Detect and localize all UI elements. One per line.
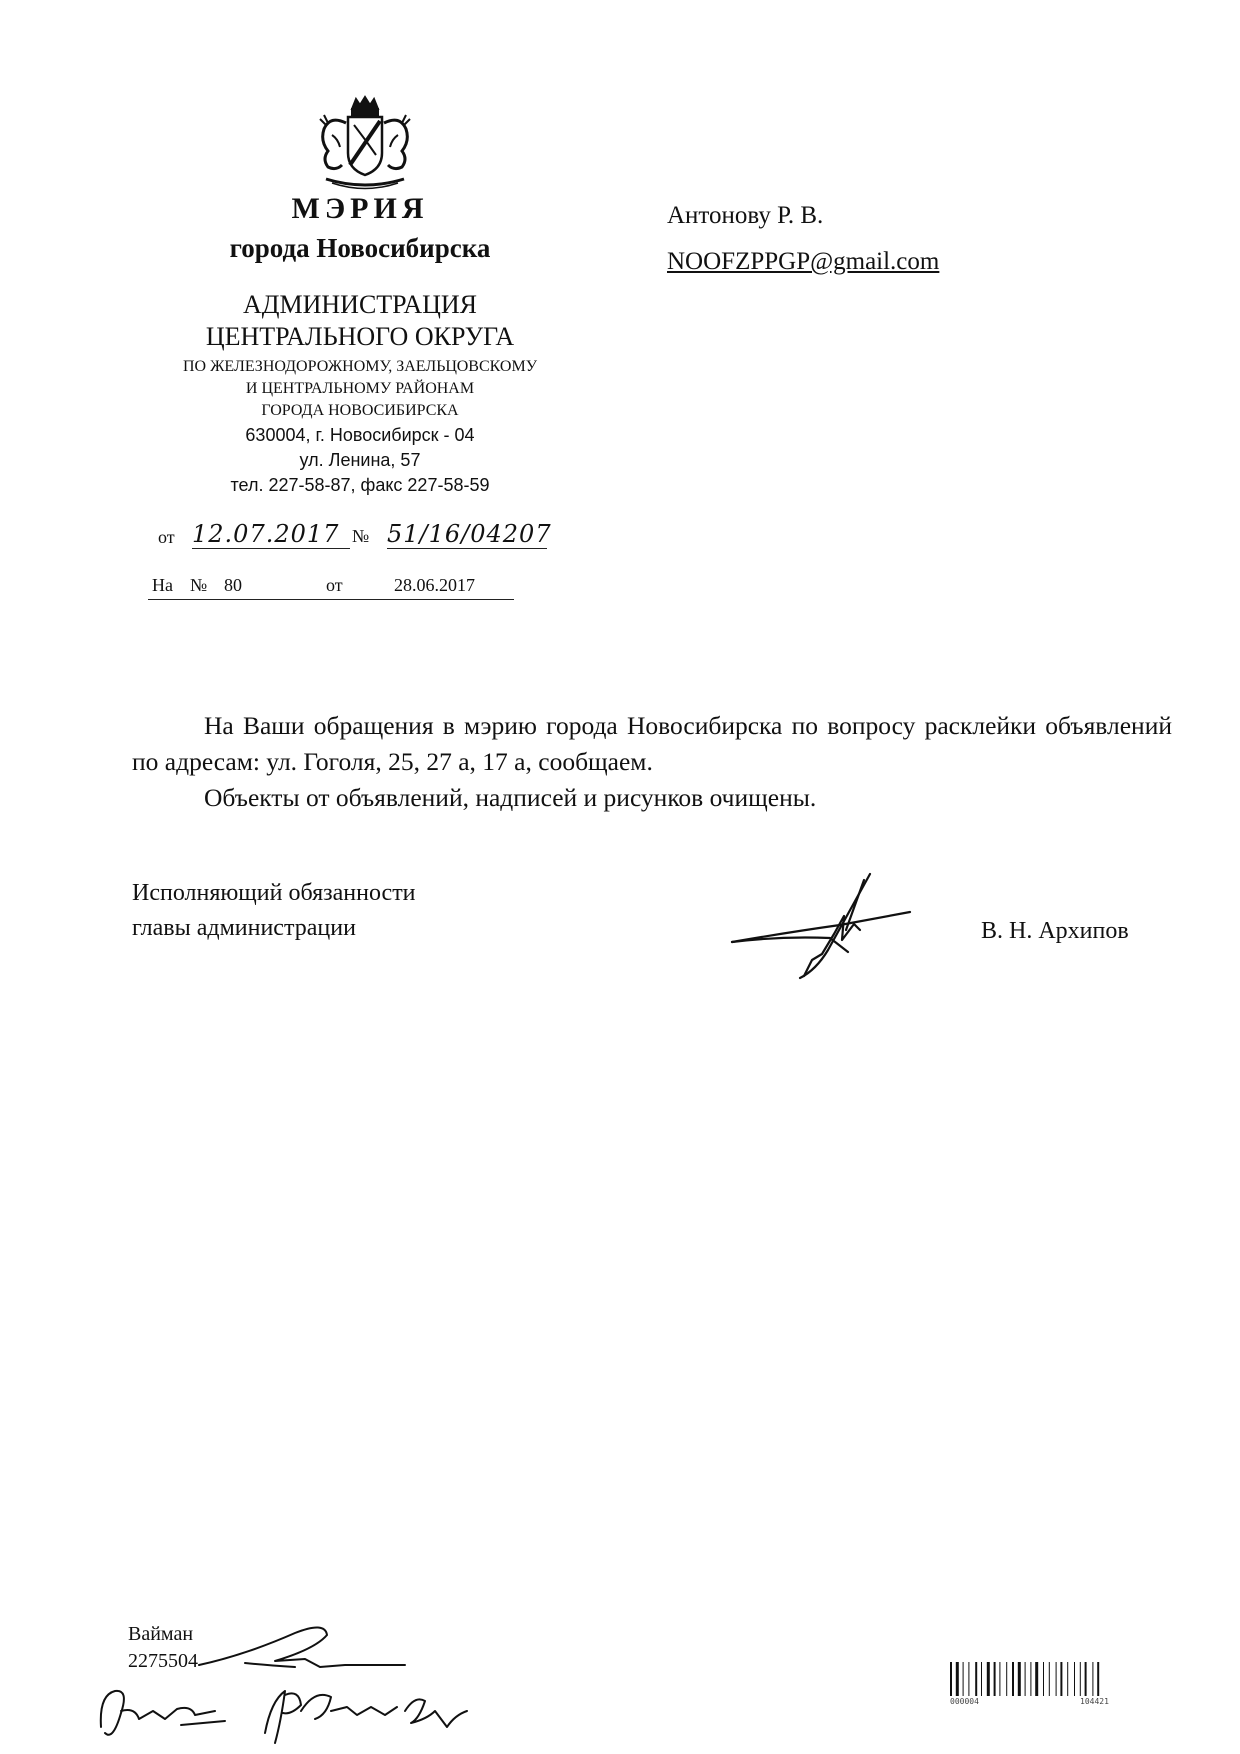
admin-subtitle-line: ПО ЖЕЛЕЗНОДОРОЖНОМУ, ЗАЕЛЬЦОВСКОМУ [182, 358, 538, 375]
barcode-bar [1092, 1662, 1093, 1696]
city-emblem-icon [310, 95, 420, 195]
signatory-title: главы администрации [132, 915, 356, 941]
executor-name: Вайман [128, 1623, 194, 1645]
barcode-left-digits: 000004 [950, 1697, 979, 1706]
contact-phones: тел. 227-58-87, факс 227-58-59 [230, 475, 490, 495]
barcode-bar [1006, 1662, 1007, 1696]
registration-date-label: от [158, 527, 175, 547]
barcode-bar [950, 1662, 952, 1696]
barcode-bar [987, 1662, 990, 1696]
org-name: МЭРИЯ [291, 192, 429, 225]
barcode [948, 1662, 1140, 1696]
barcode-bar [1012, 1662, 1014, 1696]
recipient-name: Антонову Р. В. [667, 202, 824, 229]
barcode-bar [1056, 1662, 1057, 1696]
barcode-bar [1025, 1662, 1026, 1696]
body-paragraph: На Ваши обращения в мэрию города Новосибирска по вопросу расклейки объявлений по адресам: ул. Гоголя, 25, 27 а, 17 а, сообщаем. [132, 711, 1172, 776]
barcode-bar [981, 1662, 982, 1696]
reference-prefix: На [152, 575, 173, 595]
barcode-bar [1035, 1662, 1038, 1696]
reference-line [148, 575, 514, 600]
barcode-bar [994, 1662, 996, 1696]
street-address: ул. Ленина, 57 [299, 450, 421, 470]
org-city: города Новосибирска [229, 233, 491, 263]
reference-number-label: № [190, 575, 208, 595]
registration-number-label: № [352, 526, 370, 546]
barcode-bar [975, 1662, 977, 1696]
body-paragraph: Объекты от объявлений, надписей и рисунков очищены. [204, 783, 817, 812]
registration-date: 12.07.2017 [192, 520, 350, 549]
approval-signatures [95, 1615, 555, 1750]
barcode-right-digits: 104421 [1080, 1697, 1109, 1706]
signatory-name: В. Н. Архипов [981, 918, 1129, 944]
handwritten-signature [730, 870, 920, 980]
barcode-bar [956, 1662, 959, 1696]
barcode-bar [999, 1662, 1000, 1696]
barcode-bar [1049, 1662, 1050, 1696]
executor-phone: 2275504 [128, 1650, 198, 1672]
reference-date-label: от [326, 575, 343, 595]
reference-date: 28.06.2017 [394, 575, 475, 595]
barcode-bar [1018, 1662, 1021, 1696]
barcode-bar [963, 1662, 964, 1696]
admin-title-line: ЦЕНТРАЛЬНОГО ОКРУГА [205, 322, 515, 351]
registration-number: 51/16/04207 [387, 520, 552, 548]
barcode-bar [1067, 1662, 1068, 1696]
barcode-bar [1060, 1662, 1062, 1696]
reference-number: 80 [224, 575, 242, 595]
barcode-bar [1074, 1662, 1075, 1696]
postal-address: 630004, г. Новосибирск - 04 [245, 425, 475, 445]
barcode-bar [968, 1662, 969, 1696]
recipient-email: NOOFZPPGP@gmail.com [667, 248, 940, 275]
barcode-bar [1085, 1662, 1087, 1696]
barcode-bar [1043, 1662, 1044, 1696]
barcode-bar [1030, 1662, 1031, 1696]
admin-title-line: АДМИНИСТРАЦИЯ [243, 290, 477, 319]
barcode-bar [1097, 1662, 1099, 1696]
admin-subtitle-line: ГОРОДА НОВОСИБИРСКА [261, 402, 459, 419]
admin-subtitle-line: И ЦЕНТРАЛЬНОМУ РАЙОНАМ [245, 380, 475, 397]
barcode-bar [1080, 1662, 1081, 1696]
signatory-title: Исполняющий обязанности [132, 880, 416, 906]
